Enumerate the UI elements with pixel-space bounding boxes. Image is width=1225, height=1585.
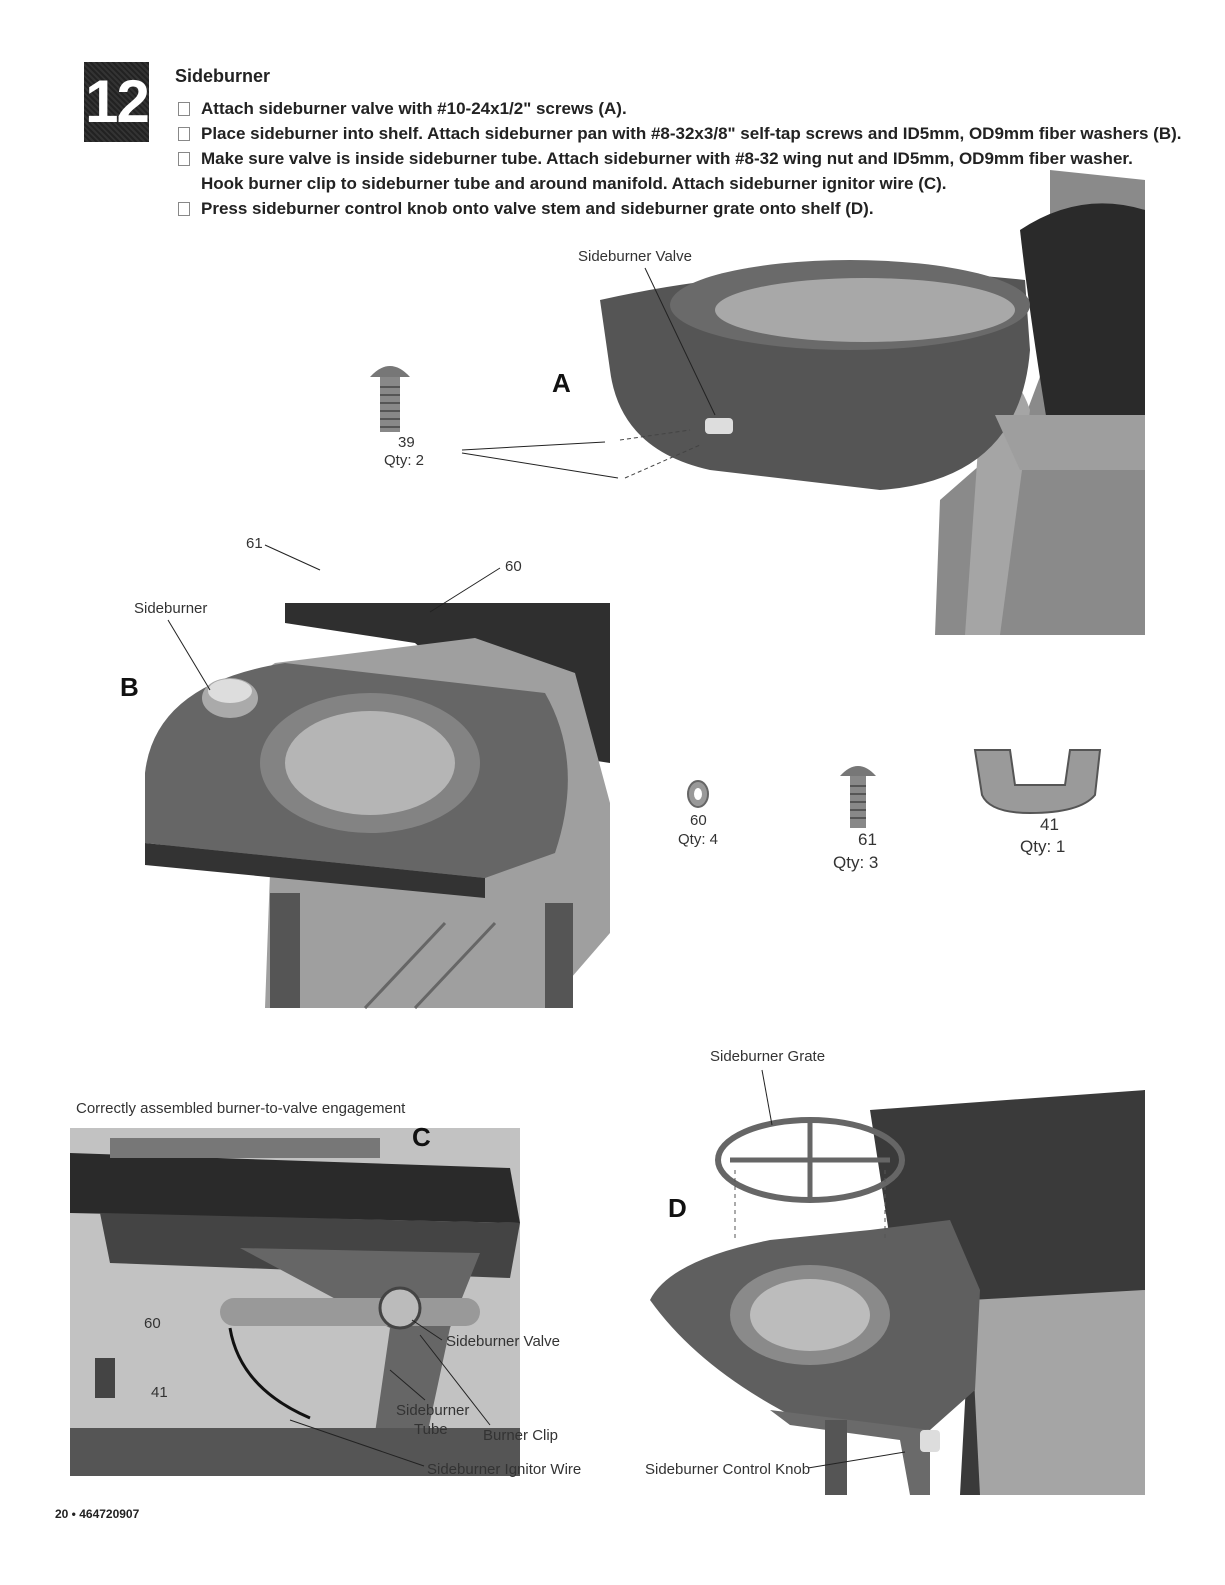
part-number: 39 <box>398 434 415 451</box>
step-title: Sideburner <box>175 66 271 86</box>
figure-c-caption: Correctly assembled burner-to-valve engagement <box>76 1100 406 1117</box>
figure-c-letter: C <box>412 1122 431 1152</box>
part-qty: Qty: 2 <box>384 452 425 469</box>
instruction-text: Place sideburner into shelf. Attach sideburner pan with #8-32x3/8" self-tap screws and ID5mm, OD9mm fiber washers (B). <box>201 124 1182 143</box>
callout-sideburner-tube: Sideburner <box>396 1402 470 1419</box>
part-qty: Qty: 4 <box>678 831 719 848</box>
callout-sideburner-grate: Sideburner Grate <box>710 1048 826 1065</box>
part-number: 60 <box>690 812 707 829</box>
callout-burner-clip: Burner Clip <box>483 1427 559 1444</box>
part-number: 61 <box>858 830 877 849</box>
part-qty: Qty: 1 <box>1020 837 1066 856</box>
figure-a-letter: A <box>552 368 571 398</box>
page-footer: 20 • 464720907 <box>55 1507 140 1521</box>
figure-d-letter: D <box>668 1193 687 1223</box>
callout-41: 41 <box>151 1384 168 1401</box>
callout-60: 60 <box>505 558 522 575</box>
part-qty: Qty: 3 <box>833 853 879 872</box>
callout-sideburner-valve: Sideburner Valve <box>578 248 692 265</box>
instruction-text: Press sideburner control knob onto valve stem and sideburner grate onto shelf (D). <box>201 199 874 218</box>
figure-b-letter: B <box>120 672 139 702</box>
callout-sideburner-tube: Tube <box>414 1421 448 1438</box>
callout-61: 61 <box>246 535 263 552</box>
instruction-text: Attach sideburner valve with #10-24x1/2" screws (A). <box>201 99 627 118</box>
step-number-badge: 12 <box>84 62 149 142</box>
callout-sideburner-ignitor-wire: Sideburner Ignitor Wire <box>427 1461 582 1478</box>
instruction-text: Make sure valve is inside sideburner tube. Attach sideburner with #8-32 wing nut and ID5mm, OD9mm fiber washer. Hook burner clip to sideburner tube and around manifold. Attach sideburner ignitor wire (C). <box>201 149 1133 193</box>
part-number: 41 <box>1040 815 1059 834</box>
callout-60: 60 <box>144 1315 161 1332</box>
callout-sideburner: Sideburner <box>134 600 208 617</box>
callout-sideburner-control-knob: Sideburner Control Knob <box>645 1461 811 1478</box>
callout-sideburner-valve: Sideburner Valve <box>446 1333 560 1350</box>
